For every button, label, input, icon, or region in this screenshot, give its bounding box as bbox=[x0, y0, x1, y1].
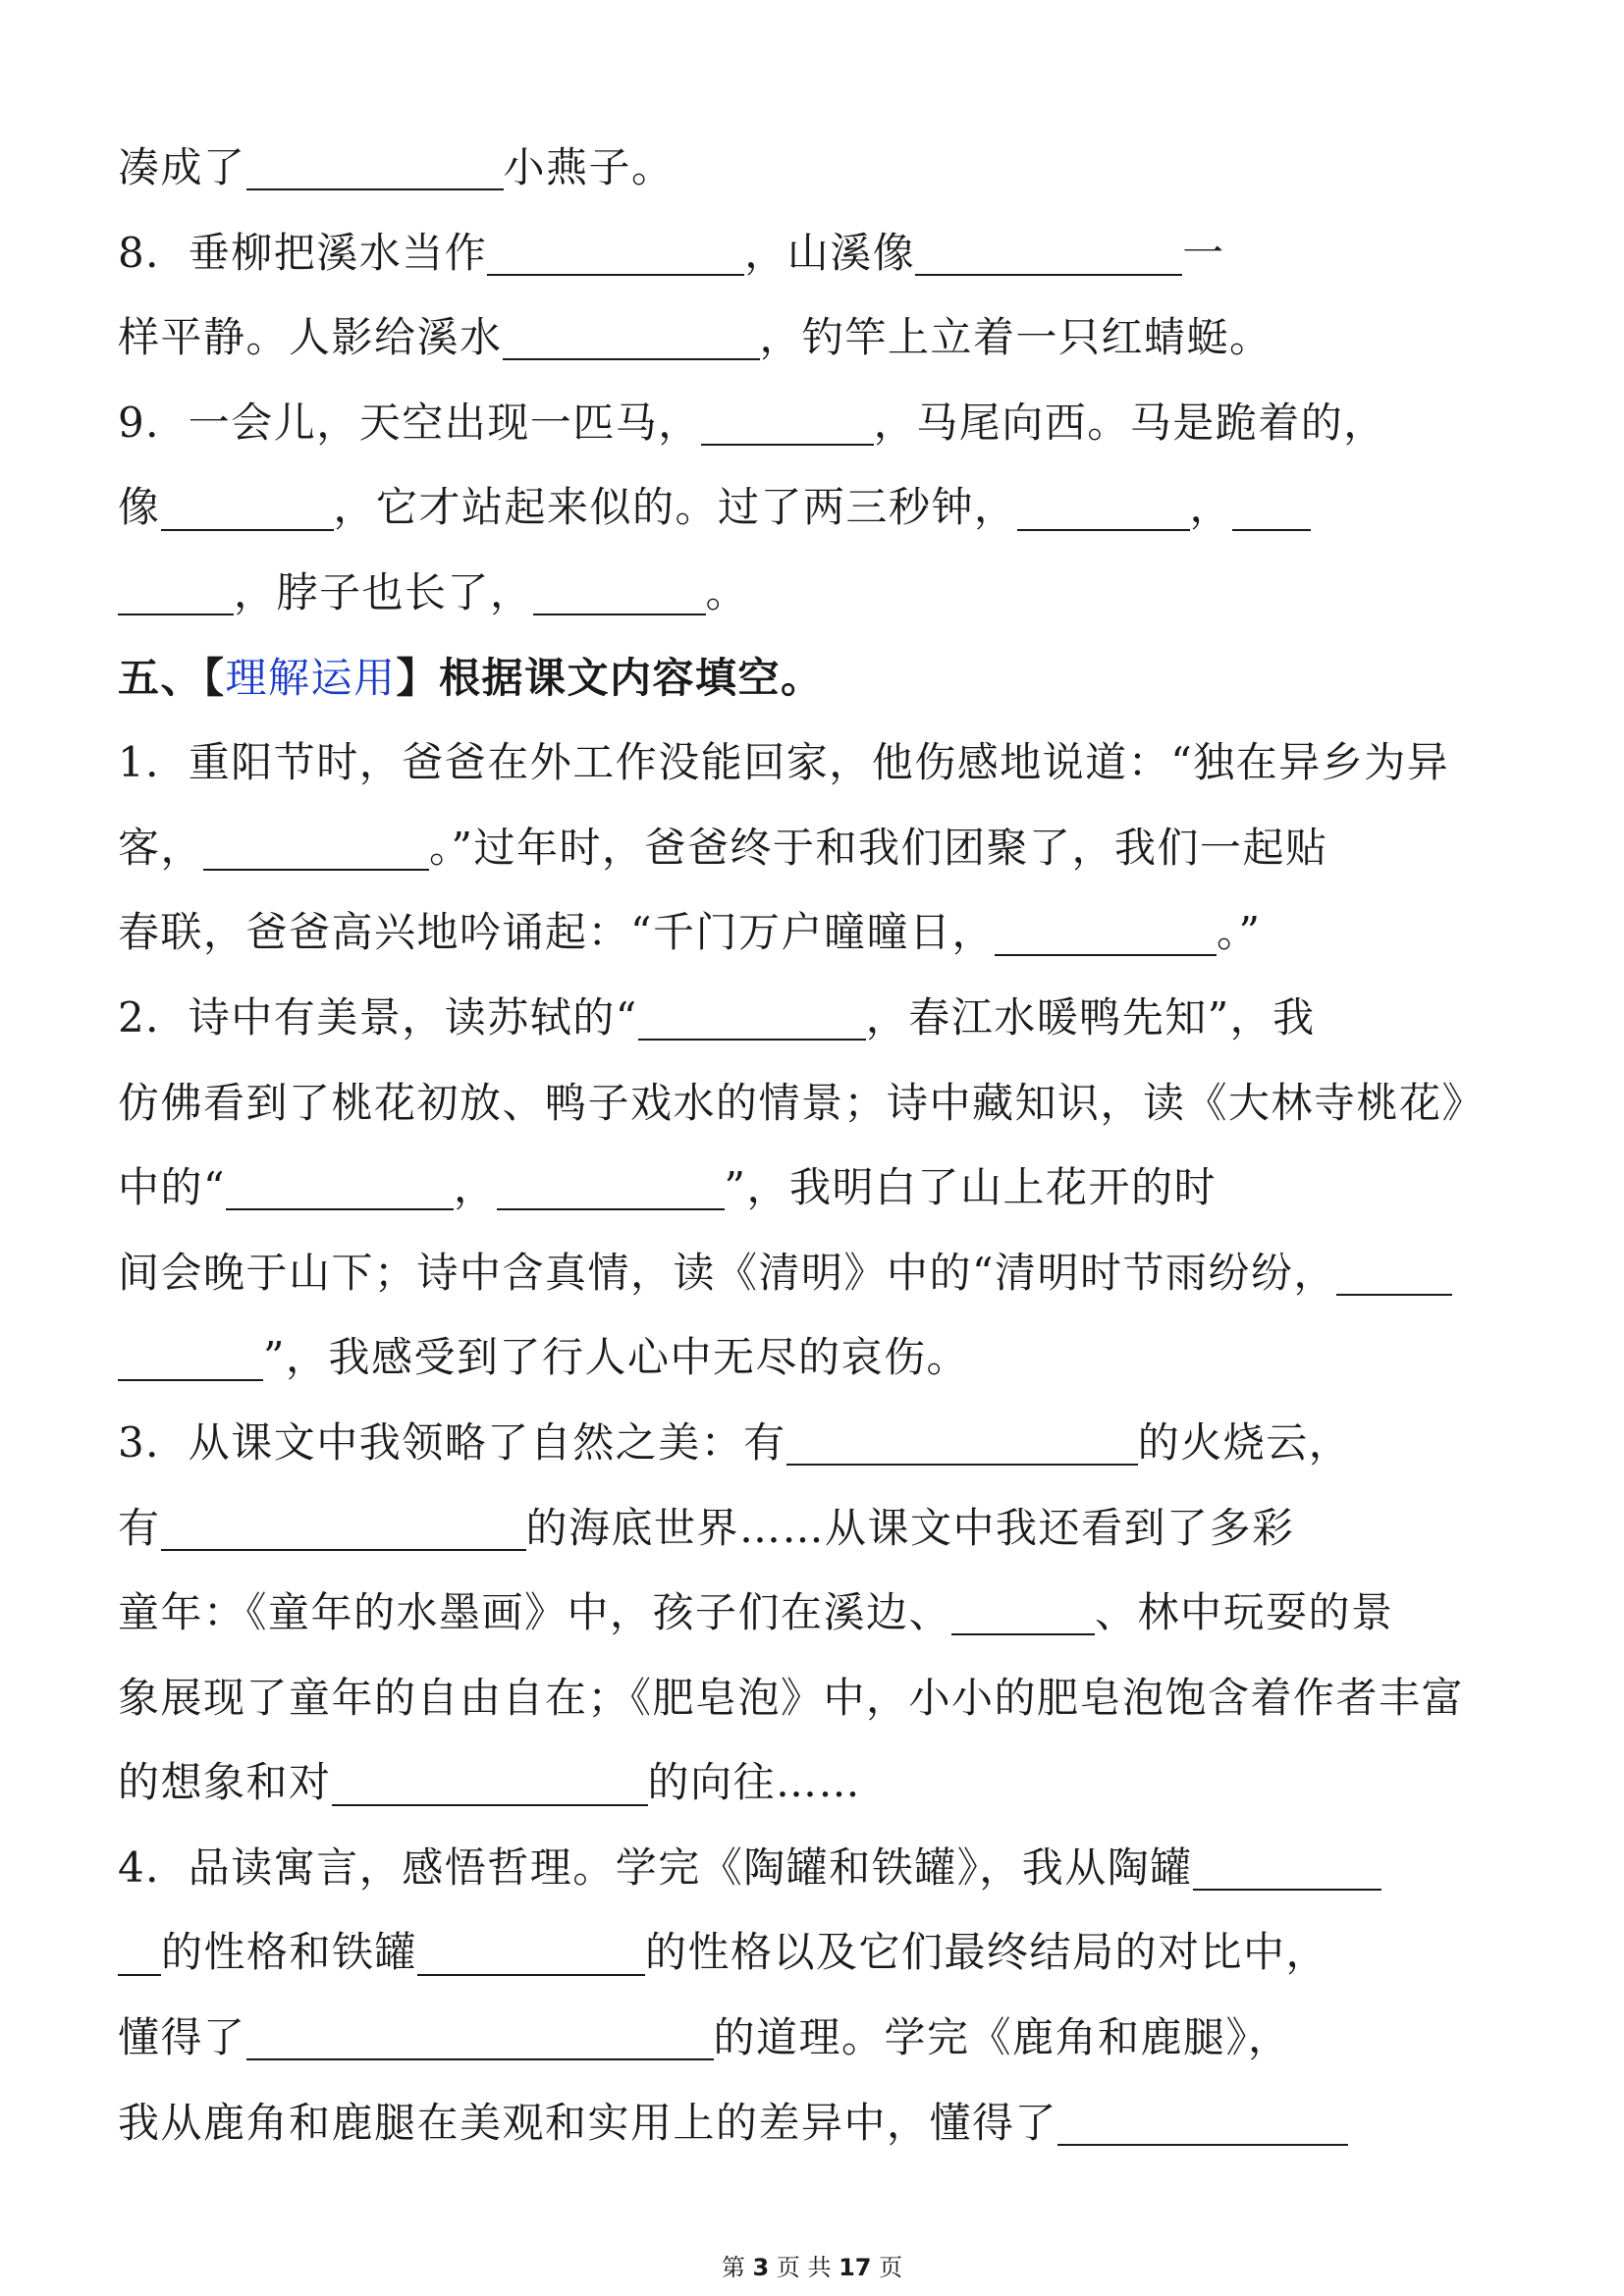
text-segment: 客， bbox=[118, 823, 204, 872]
answer-blank[interactable] bbox=[118, 1338, 263, 1381]
question-3-line-1 bbox=[118, 1401, 1517, 1486]
text-segment: ，脖子也长了， bbox=[234, 567, 533, 616]
text-segment: 像 bbox=[118, 483, 161, 532]
text-segment: 仿佛看到了桃花初放、鸭子戏水的情景；诗中藏知识，读《大林寺桃花》 bbox=[118, 1078, 1486, 1127]
answer-blank[interactable] bbox=[246, 147, 504, 190]
question-9-line-3 bbox=[118, 551, 1517, 636]
question-3-line-4 bbox=[118, 1656, 1517, 1741]
question-9-line-2 bbox=[118, 465, 1517, 551]
text-segment: 、林中玩耍的景 bbox=[1095, 1588, 1394, 1637]
question-2-line-5 bbox=[118, 1315, 1517, 1401]
question-2-line-4 bbox=[118, 1231, 1517, 1316]
answer-blank[interactable] bbox=[1057, 2103, 1348, 2146]
answer-blank[interactable] bbox=[487, 233, 744, 276]
answer-blank[interactable] bbox=[118, 1933, 161, 1976]
question-4-line-3 bbox=[118, 1996, 1517, 2081]
answer-blank[interactable] bbox=[417, 1933, 645, 1976]
question-2-line-3 bbox=[118, 1146, 1517, 1231]
page-number: 3 bbox=[752, 2254, 770, 2281]
text-segment: 中的“ bbox=[118, 1163, 226, 1212]
text-segment: 一 bbox=[1182, 228, 1225, 277]
answer-blank[interactable] bbox=[638, 997, 866, 1041]
text-segment: 春联，爸爸高兴地吟诵起：“千门万户曈曈日， bbox=[118, 908, 995, 957]
question-1-line-2 bbox=[118, 806, 1517, 891]
section-5-heading bbox=[118, 636, 1517, 721]
text-segment: 懂得了 bbox=[118, 2013, 246, 2062]
question-3-line-3 bbox=[118, 1571, 1517, 1656]
answer-blank[interactable] bbox=[203, 828, 429, 871]
answer-blank[interactable] bbox=[951, 1592, 1095, 1635]
text-segment: 4．品读寓言，感悟哲理。学完《陶罐和铁罐》，我从陶罐 bbox=[118, 1842, 1193, 1892]
answer-blank[interactable] bbox=[246, 2017, 714, 2060]
text-segment: 。” bbox=[1216, 908, 1262, 957]
answer-blank[interactable] bbox=[161, 488, 334, 531]
answer-blank[interactable] bbox=[503, 317, 760, 360]
text-segment: ， bbox=[453, 1163, 497, 1212]
text-segment: 2．诗中有美景，读苏轼的“ bbox=[118, 992, 638, 1041]
question-8-line-2 bbox=[118, 295, 1517, 381]
text-segment: ，山溪像 bbox=[744, 228, 916, 277]
text-segment: 象展现了童年的自由自在；《肥皂泡》中，小小的肥皂泡饱含着作者丰富 bbox=[118, 1673, 1465, 1722]
question-2-line-2 bbox=[118, 1061, 1517, 1147]
text-segment: ”，我明白了山上花开的时 bbox=[724, 1163, 1217, 1212]
answer-blank[interactable] bbox=[118, 572, 234, 615]
question-8-line-1 bbox=[118, 211, 1517, 296]
text-segment: 小燕子。 bbox=[503, 143, 675, 191]
question-4-line-4 bbox=[118, 2081, 1517, 2166]
text-segment: 我从鹿角和鹿腿在美观和实用上的差异中，懂得了 bbox=[118, 2098, 1058, 2147]
question-4-line-2 bbox=[118, 1910, 1517, 1996]
text-segment: 的性格和铁罐 bbox=[161, 1928, 418, 1977]
text-segment: 的火烧云， bbox=[1137, 1417, 1352, 1467]
answer-blank[interactable] bbox=[701, 402, 874, 446]
question-4-line-1 bbox=[118, 1826, 1517, 1911]
text-line bbox=[118, 126, 1517, 211]
text-segment: 的向往…… bbox=[647, 1758, 862, 1807]
text-segment: 。 bbox=[705, 567, 749, 616]
question-3-line-5 bbox=[118, 1740, 1517, 1826]
section-prefix: 五、【 bbox=[118, 653, 226, 702]
footer-suffix: 页 bbox=[879, 2254, 903, 2281]
text-segment: 9．一会儿，天空出现一匹马， bbox=[118, 398, 701, 447]
question-1-line-1 bbox=[118, 721, 1517, 806]
question-2-line-1 bbox=[118, 976, 1517, 1061]
worksheet-page bbox=[118, 126, 1517, 2165]
footer-middle: 页 共 bbox=[776, 2254, 832, 2281]
answer-blank[interactable] bbox=[915, 233, 1182, 276]
question-3-line-2 bbox=[118, 1486, 1517, 1572]
text-segment: 间会晚于山下；诗中含真情，读《清明》中的“清明时节雨纷纷， bbox=[118, 1248, 1336, 1297]
text-segment: ，它才站起来似的。过了两三秒钟， bbox=[333, 483, 1017, 532]
text-segment: ”，我感受到了行人心中无尽的哀伤。 bbox=[263, 1333, 969, 1382]
text-segment: 的想象和对 bbox=[118, 1758, 332, 1807]
answer-blank[interactable] bbox=[995, 913, 1217, 956]
text-segment: ， bbox=[1189, 483, 1233, 532]
text-segment: 凑成了 bbox=[118, 143, 246, 191]
answer-blank[interactable] bbox=[1017, 488, 1190, 531]
text-segment: 有 bbox=[118, 1503, 161, 1552]
text-segment: 3．从课文中我领略了自然之美：有 bbox=[118, 1417, 786, 1467]
section-tag: 理解运用 bbox=[225, 653, 397, 702]
footer-prefix: 第 bbox=[721, 2254, 745, 2281]
answer-blank[interactable] bbox=[1232, 488, 1311, 531]
question-1-line-3 bbox=[118, 890, 1517, 976]
answer-blank[interactable] bbox=[161, 1508, 526, 1551]
page-total: 17 bbox=[839, 2254, 872, 2281]
text-segment: 。”过年时，爸爸终于和我们团聚了，我们一起贴 bbox=[429, 823, 1328, 872]
section-suffix: 】根据课文内容填空。 bbox=[396, 653, 824, 702]
answer-blank[interactable] bbox=[786, 1422, 1138, 1466]
answer-blank[interactable] bbox=[226, 1167, 454, 1210]
text-segment: 的道理。学完《鹿角和鹿腿》， bbox=[713, 2013, 1291, 2062]
text-segment: 1．重阳节时，爸爸在外工作没能回家，他伤感地说道：“独在异乡为异 bbox=[118, 738, 1450, 787]
answer-blank[interactable] bbox=[497, 1167, 725, 1210]
text-segment: ，春江水暖鸭先知”，我 bbox=[865, 992, 1316, 1041]
page-footer bbox=[0, 2248, 1624, 2282]
text-segment: 的海底世界……从课文中我还看到了多彩 bbox=[525, 1503, 1295, 1552]
question-9-line-1 bbox=[118, 381, 1517, 466]
text-segment: 的性格以及它们最终结局的对比中， bbox=[645, 1928, 1329, 1977]
text-segment: ，马尾向西。马是跪着的， bbox=[873, 398, 1386, 447]
text-segment: 8．垂柳把溪水当作 bbox=[118, 228, 488, 277]
text-segment: ，钓竿上立着一只红蜻蜓。 bbox=[759, 313, 1272, 362]
text-segment: 童年：《童年的水墨画》中，孩子们在溪边、 bbox=[118, 1588, 952, 1637]
answer-blank[interactable] bbox=[533, 572, 706, 615]
answer-blank[interactable] bbox=[1193, 1847, 1381, 1891]
answer-blank[interactable] bbox=[1336, 1253, 1452, 1296]
text-segment: 样平静。人影给溪水 bbox=[118, 313, 503, 362]
answer-blank[interactable] bbox=[332, 1763, 648, 1806]
